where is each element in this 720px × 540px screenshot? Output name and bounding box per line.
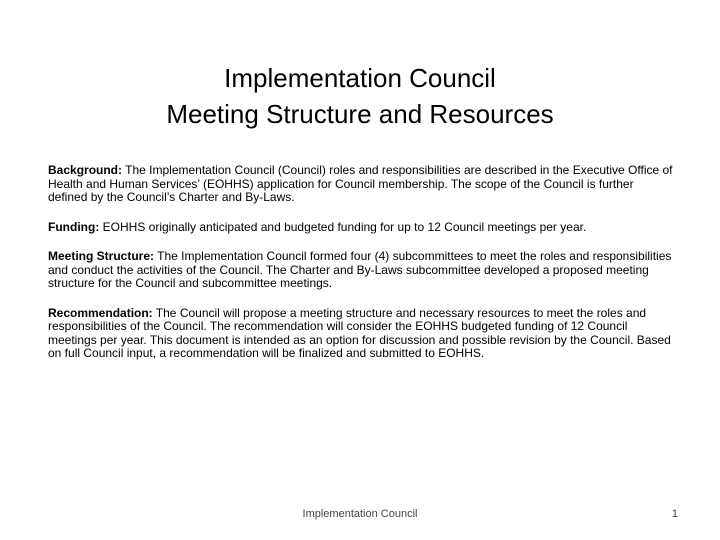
paragraph-text: The Implementation Council formed four (4) subcommittees to meet the roles and responsibilities and conduct the activities of the Council. The Charter and By-Laws subcommittee developed a proposed meeting structure for the Council and subcommittee meetings. xyxy=(48,249,672,290)
paragraph-label: Funding: xyxy=(48,219,100,234)
slide-body xyxy=(48,164,676,377)
title-line-1: Implementation Council xyxy=(224,63,496,93)
slide-title xyxy=(60,60,660,132)
paragraph-text: The Council will propose a meeting structure and necessary resources to meet the roles and responsibilities of the Council. The recommendation will consider the EOHHS budgeted funding of 12 Council meetings per year. This document is intended as an option for discussion and possible revision by the Council. Based on full Council input, a recommendation will be finalized and submitted to EOHHS. xyxy=(48,305,671,360)
paragraph-text: The Implementation Council (Council) roles and responsibilities are described in the Executive Office of Health and Human Services’ (EOHHS) application for Council membership. The scope of the Council is further defined by the Council’s Charter and By-Laws. xyxy=(48,163,673,204)
paragraph-meeting-structure xyxy=(48,250,676,291)
paragraph-label: Meeting Structure: xyxy=(48,249,155,263)
paragraph-label: Background: xyxy=(48,163,123,177)
paragraph-text: EOHHS originally anticipated and budgeted funding for up to 12 Council meetings per year. xyxy=(99,219,587,234)
footer-title: Implementation Council xyxy=(302,508,418,520)
paragraph-recommendation xyxy=(48,307,676,361)
paragraph-label: Recommendation: xyxy=(48,305,153,320)
page-number: 1 xyxy=(671,508,678,520)
paragraph-background xyxy=(48,164,676,205)
paragraph-funding xyxy=(48,221,676,235)
title-line-2: Meeting Structure and Resources xyxy=(166,99,554,129)
